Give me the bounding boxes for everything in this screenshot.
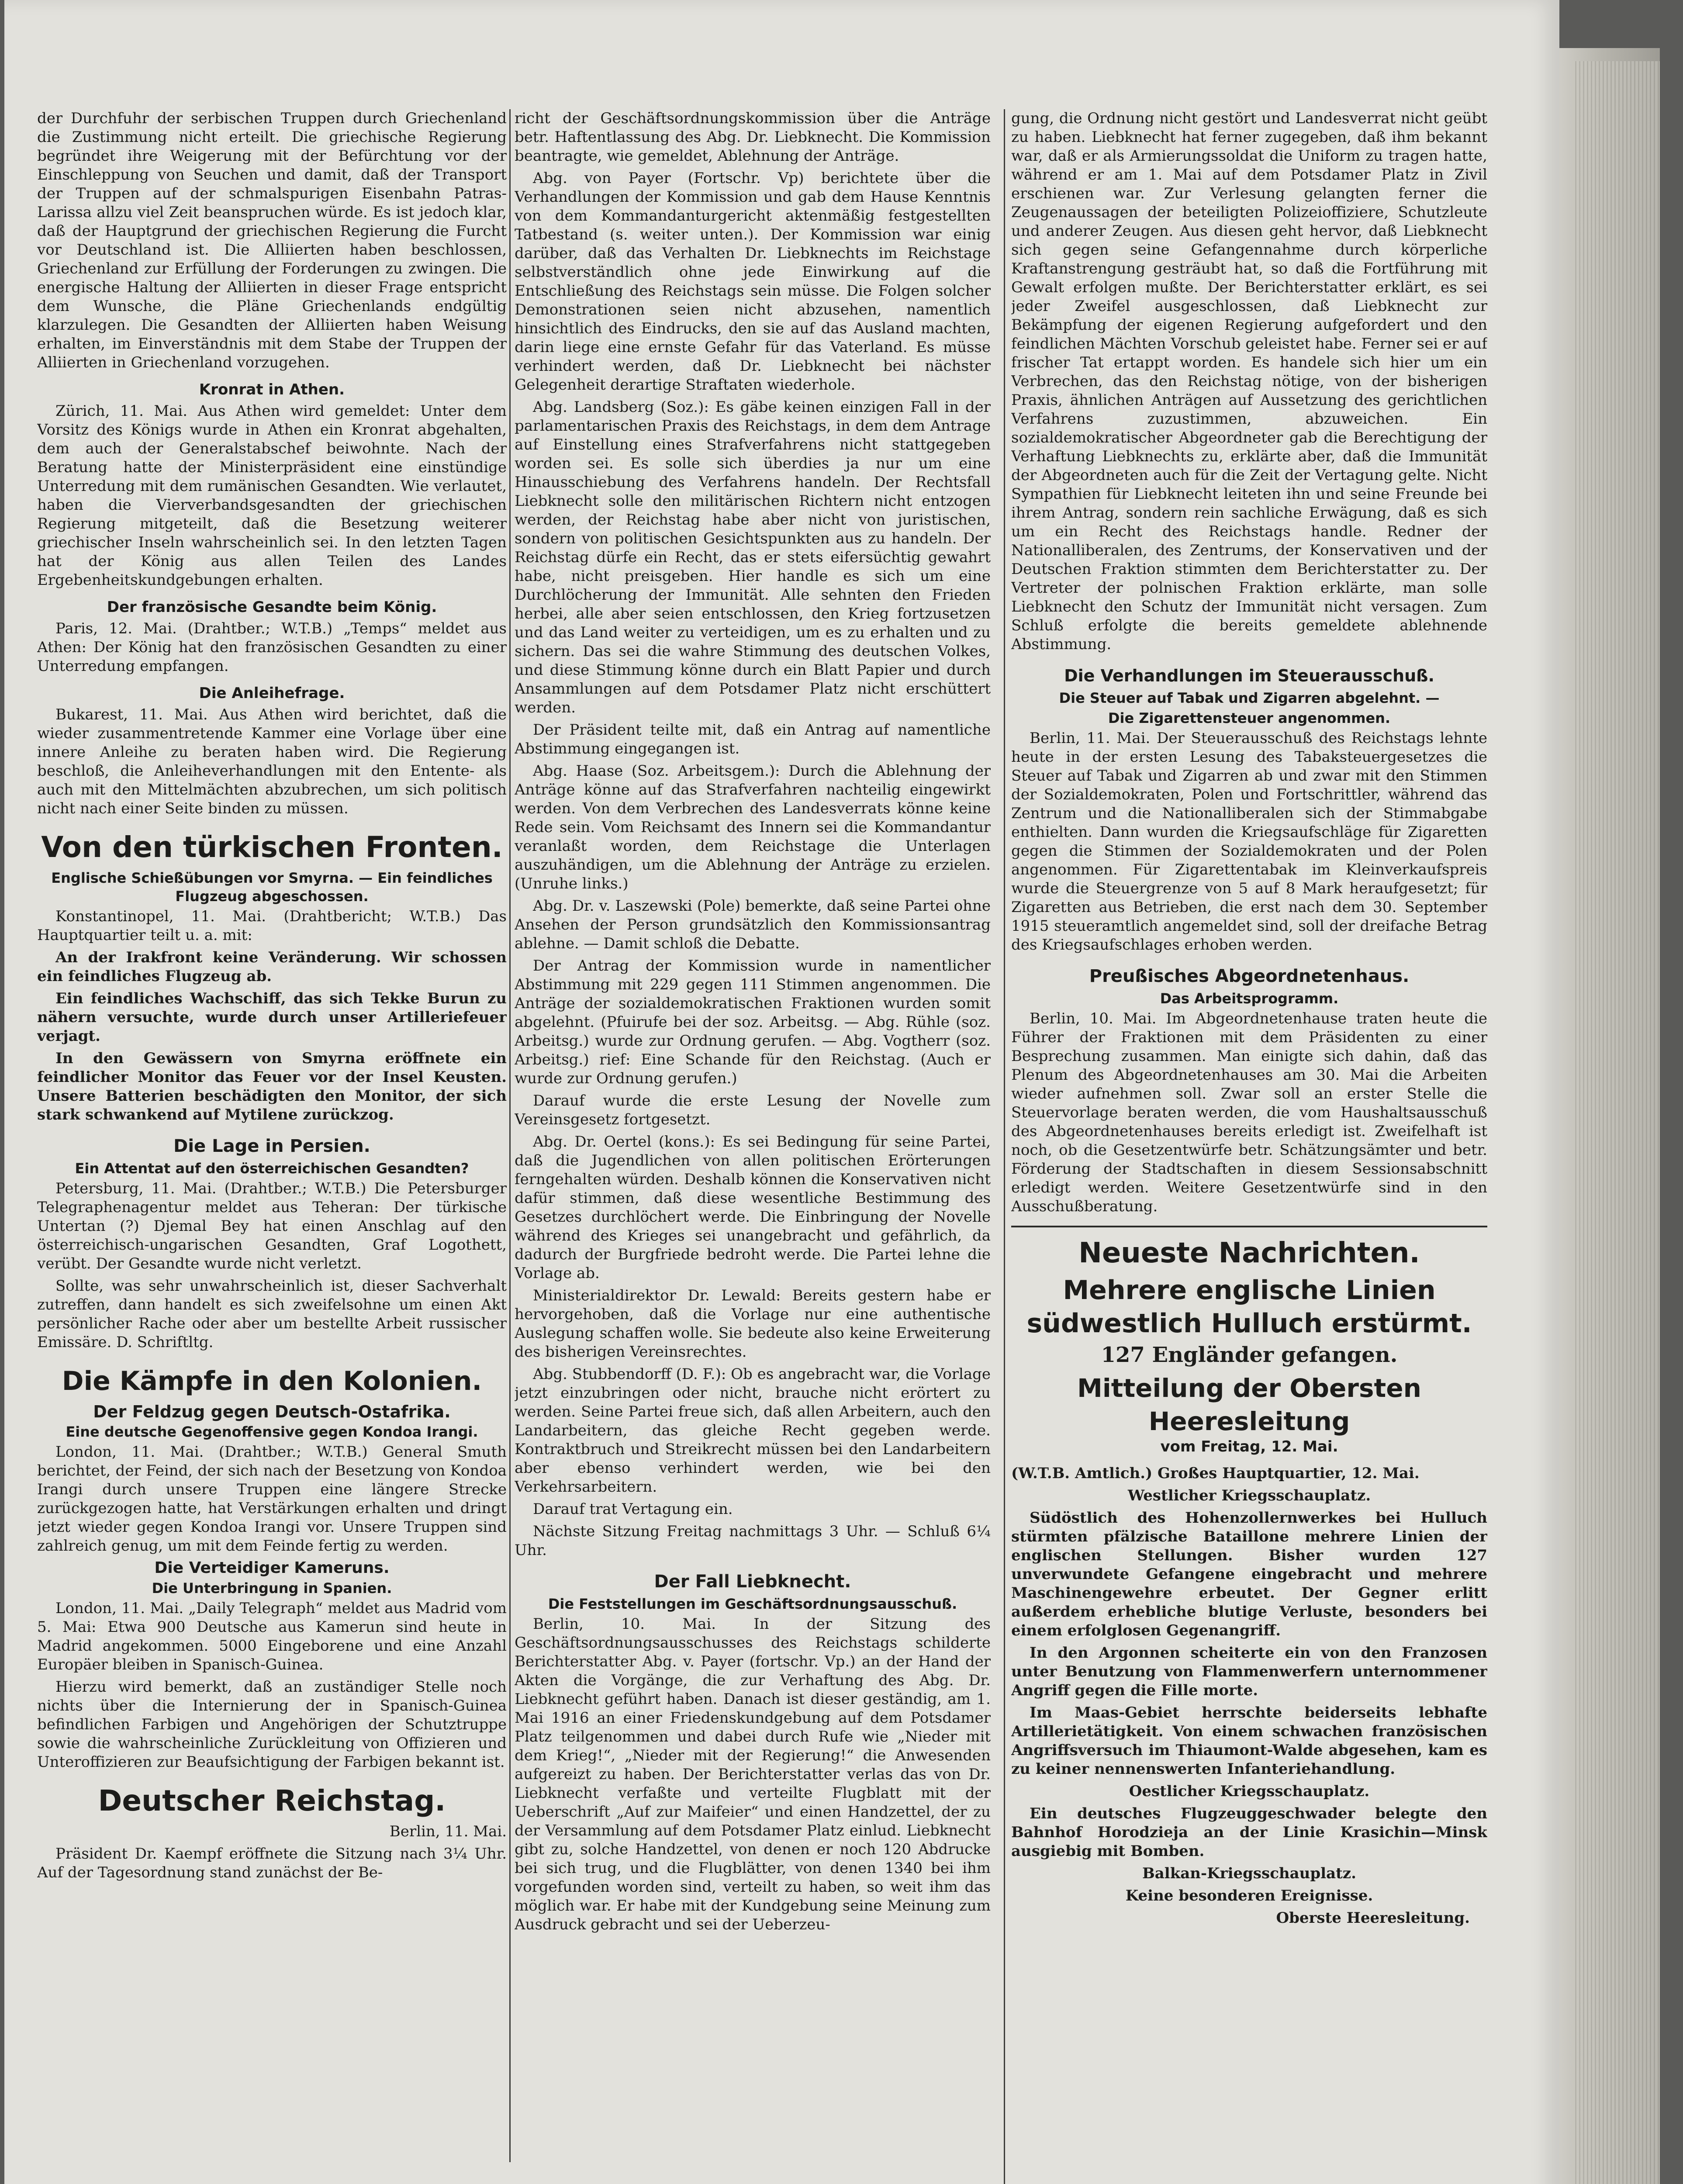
report-paragraph: (W.T.B. Amtlich.) Großes Hauptquartier, 12. Mai. xyxy=(1011,1465,1420,1482)
theater-heading: Westlicher Kriegsschauplatz. xyxy=(1127,1487,1371,1504)
section-title: Neueste Nachrichten. xyxy=(1078,1237,1420,1269)
article-paragraph: Präsident Dr. Kaempf eröffnete die Sitzung nach 3¼ Uhr. Auf der Tagesordnung stand zunächst der Be- xyxy=(37,1845,507,1881)
article-subheading: Der Feldzug gegen Deutsch-Ostafrika. xyxy=(93,1402,451,1421)
article-paragraph: Abg. Landsberg (Soz.): Es gäbe keinen einzigen Fall in der parlamentarischen Praxis des Reichstags, in dem dem Antrage auf Einstellung eines Strafverfahrens nicht stattgegeben worden sei. Es solle sich überdies ja nur um eine Hinausschiebung des Verfahrens handeln. Der Rechtsfall Liebknecht solle den militärischen Richtern nicht entzogen werden, der Reichstag habe aber nicht von juristischen, sondern von politischen Gesichtspunkten aus zu handeln. Der Reichstag dürfe ein Recht, das er stets eifersüchtig gewahrt habe, nicht preisgeben. Hier handle es sich um eine Durchlöcherung der Immunität. Alle sehnten den Frieden herbei, alle aber seien entschlossen, den Krieg fortzusetzen und das Land weiter zu verteidigen, um es zu erhalten und zu sichern. Das sei die wahre Stimmung des deutschen Volkes, und diese Stimmung könne durch ein Blatt Papier und durch Ansammlungen auf dem Potsdamer Platz nicht erschüttert werden. xyxy=(515,398,991,716)
article-subheading: Eine deutsche Gegenoffensive gegen Kondoa Irangi. xyxy=(66,1424,478,1440)
article-headline: Deutscher Reichstag. xyxy=(98,1784,446,1818)
article-subheading: Die Unterbringung in Spanien. xyxy=(152,1580,392,1597)
article-paragraph: Ministerialdirektor Dr. Lewald: Bereits gestern habe er hervorgehoben, daß die Vorlage nur eine authentische Auslegung schaffen wolle. Sie bedeute also keine Erweiterung des bisherigen Vereinsrechtes. xyxy=(515,1287,991,1361)
article-subheading: Englische Schießübungen vor Smyrna. — Ein feindliches Flugzeug abgeschossen. xyxy=(51,870,493,905)
article-paragraph: Abg. Dr. v. Laszewski (Pole) bemerkte, daß seine Partei ohne Ansehen der Person grundsätzlich den Kommissionsantrag ablehne. — Damit schloß die Debatte. xyxy=(515,897,991,952)
article-headline: Der Fall Liebknecht. xyxy=(654,1572,851,1592)
report-paragraph: Ein deutsches Flugzeuggeschwader belegte den Bahnhof Horodzieja an der Linie Krasichin—Minsk ausgiebig mit Bomben. xyxy=(1011,1805,1487,1860)
article-paragraph: Berlin, 10. Mai. In der Sitzung des Geschäftsordnungsausschusses des Reichstags schilderte Berichterstatter Abg. v. Payer (fortschr. Vp.) an der Hand der Akten die Vorgänge, die zur Verhaftung des Abg. Dr. Liebknecht geführt haben. Danach ist dieser geständig, am 1. Mai 1916 an einer Friedenskundgebung auf dem Potsdamer Platz teilgenommen und dabei durch Rufe wie „Nieder mit dem Krieg!“, „Nieder mit der Regierung!“ die Anwesenden aufgereizt zu haben. Der Berichterstatter verlas das von Dr. Liebknecht verfaßte und verteilte Flugblatt mit der Ueberschrift „Auf zur Maifeier“ und einen Handzettel, der zu der Versammlung auf dem Potsdamer Platz einlud. Liebknecht gibt zu, solche Handzettel, von denen er noch 120 Abdrucke bei sich trug, und die Flugblätter, von denen 1340 bei ihm vorgefunden worden sind, verteilt zu haben, so weit ihm das möglich war. Er habe mit der Kundgebung seine Meinung zum Ausdruck gebracht und sei der Ueberzeu- xyxy=(515,1615,991,1933)
news-headline: Mehrere englische Linien südwestlich Hulluch erstürmt. xyxy=(1026,1275,1472,1339)
article-paragraph: Bukarest, 11. Mai. Aus Athen wird berichtet, daß die wieder zusammentretende Kammer eine Vorlage über eine innere Anleihe zu beraten haben wird. Die Regierung beschloß, die Anleiheverhandlungen mit den Entente- als auch mit den Mittelmächten abzubrechen, um sich politisch nicht nach einer Seite binden zu müssen. xyxy=(37,706,507,817)
article-subheading: Die Verteidiger Kameruns. xyxy=(154,1559,390,1577)
article-paragraph: Berlin, 10. Mai. Im Abgeordnetenhause traten heute die Führer der Fraktionen mit dem Präsidenten zu einer Besprechung zusammen. Man einigte sich dahin, daß das Plenum des Abgeordnetenhauses am 30. Mai die Arbeiten wieder aufnehmen soll. Zwar soll an erster Stelle die Steuervorlage beraten werden, die vom Haushaltsausschuß des Abgeordnetenhauses bereits erledigt ist. Zweifelhaft ist noch, ob die Gesetzentwürfe betr. Schätzungsämter und betr. Förderung der Stadtschaften in diesem Sessionsabschnitt erledigt werden. Weitere Gesetzentwürfe sind in den Ausschußberatung. xyxy=(1011,1010,1487,1215)
article-paragraph: Ein feindliches Wachschiff, das sich Tekke Burun zu nähern versuchte, wurde durch unser Artilleriefeuer verjagt. xyxy=(37,990,507,1045)
theater-heading: Balkan-Kriegsschauplatz. xyxy=(1142,1865,1356,1882)
article-paragraph: Abg. Haase (Soz. Arbeitsgem.): Durch die Ablehnung der Anträge könne auf das Strafverfahren nachteilig eingewirkt werden. Von dem Verbrechen des Landesverrats könne keine Rede sein. Vom Reichsamt des Innern sei die Kommandantur veranlaßt worden, dem Reichstage die Unterlagen auszuhändigen, um die Ablehnung der Anträge zu erzielen. (Unruhe links.) xyxy=(515,762,991,892)
article-paragraph: Abg. Dr. Oertel (kons.): Es sei Bedingung für seine Partei, daß die Jugendlichen von allen politischen Erörterungen ferngehalten würden. Deshalb können die Konservativen nicht dafür stimmen, daß diese wesentliche Bestimmung des Gesetzes durchlöchert werde. Die Einbringung der Novelle während des Krieges sei unangebracht und gefährlich, da dadurch der Burgfriede bedroht werde. Die Partei lehne die Vorlage ab. xyxy=(515,1133,991,1282)
article-paragraph: Paris, 12. Mai. (Drahtber.; W.T.B.) „Temps“ meldet aus Athen: Der König hat den französischen Gesandten zu einer Unterredung empfangen. xyxy=(37,620,507,675)
article-paragraph: London, 11. Mai. (Drahtber.; W.T.B.) General Smuth berichtet, der Feind, der sich nach der Besetzung von Kondoa Irangi durch unsere Truppen eine längere Strecke zurückgezogen hatte, hat Verstärkungen erhalten und dringt jetzt wieder gegen Kondoa Irangi vor. Unsere Truppen sind zahlreich genug, um mit dem Feinde fertig zu werden. xyxy=(37,1443,507,1555)
dateline: Berlin, 11. Mai. xyxy=(389,1823,507,1840)
article-paragraph: An der Irakfront keine Veränderung. Wir schossen ein feindliches Flugzeug ab. xyxy=(37,949,507,985)
article-paragraph: Abg. von Payer (Fortschr. Vp) berichtete über die Verhandlungen der Kommission und gab dem Hause Kenntnis von dem Kommandanturgericht aktenmäßig festgestellten Tatbestand (s. weiter unten.). Der Kommission war einig darüber, daß das Verhalten Dr. Liebknechts im Reichstage selbstverständlich ohne jede Einwirkung auf die Entschließung des Reichstags sein müsse. Die Folgen solcher Demonstrationen seien nicht abzusehen, namentlich hinsichtlich des Eindrucks, den sie auf das Ausland machten, darin liege eine ernste Gefahr für das Vaterland. Es müsse verhindert werden, daß Dr. Liebknecht bei nächster Gelegenheit derartige Straftaten wiederhole. xyxy=(515,169,991,394)
article-subheading: Die Zigarettensteuer angenommen. xyxy=(1108,710,1391,726)
news-subheadline: 127 Engländer gefangen. xyxy=(1101,1343,1398,1367)
article-paragraph: Abg. Stubbendorff (D. F.): Ob es angebracht war, die Vorlage jetzt einzubringen oder nicht, brauche nicht erörtert zu werden. Seine Partei freue sich, daß allen Arbeitern, auch den Landarbeitern, das gleiche Recht gegeben werde. Kontraktbruch und Streikrecht müssen bei den Landarbeitern aber ebenso verhindert werden, wie bei den Verkehrsarbeitern. xyxy=(515,1365,991,1496)
article-paragraph: Berlin, 11. Mai. Der Steuerausschuß des Reichstags lehnte heute in der ersten Lesung des Tabaksteuergesetzes die Steuer auf Tabak und Zigarren ab und zwar mit den Stimmen der Sozialdemokraten, Polen und Fortschrittler, während das Zentrum und die Nationalliberalen sich der Stimmabgabe enthielten. Dann wurden die Kriegsaufschläge für Zigaretten gegen die Stimmen der Sozialdemokraten und der Polen angenommen. Für Zigarettentabak im Kleinverkaufspreis wurde die Steuergrenze von 5 auf 8 Mark heraufgesetzt; für Zigaretten aus Betrieben, die erst nach dem 30. September 1915 steueramtlich angemeldet sind, soll der dreifache Betrag des Kriegsaufschlages erhoben werden. xyxy=(1011,729,1487,954)
article-paragraph: gung, die Ordnung nicht gestört und Landesverrat nicht geübt zu haben. Liebknecht hat ferner zugegeben, daß ihm bekannt war, daß er als Armierungssoldat die Uniform zu tragen hatte, während er am 1. Mai auf dem Potsdamer Platz in Zivil erschienen war. Zur Verlesung gelangten ferner die Zeugenaussagen der beteiligten Polizeioffiziere, Schutzleute und anderer Zeugen. Aus diesen geht hervor, daß Liebknecht sich gegen seine Gefangennahme durch körperliche Kraftanstrengung gesträubt hat, so daß die Fortführung mit Gewalt erfolgen mußte. Der Berichterstatter erklärt, es sei jeder Zweifel ausgeschlossen, daß Liebknecht zur Bekämpfung der eigenen Regierung aufgefordert und den feindlichen Mächten Vorschub geleistet habe. Ferner sei er auf frischer Tat ertappt worden. Es handele sich hier um ein Verbrechen, das den Reichstag nötige, von der bisherigen Praxis, ähnlichen Anträgen auf Aussetzung des gerichtlichen Verfahrens zuzustimmen, abzuweichen. Ein sozialdemokratischer Abgeordneter gab die Berechtigung der Verhaftung Liebknechts zu, erklärte aber, daß die Immunität der Abgeordneten auch für die Zeit der Vertagung gelte. Nicht Sympathien für Liebknecht leiteten ihn und seine Freunde bei ihrem Antrag, sondern rein sachliche Erwägung, daß es sich um ein Recht des Reichstags handle. Redner der Nationalliberalen, des Zentrums, der Konservativen und der Deutschen Fraktion stimmten dem Berichterstatter zu. Der Vertreter der polnischen Fraktion erklärte, man solle Liebknecht den Schutz der Immunität nicht versagen. Zum Schluß erfolgte die bereits gemeldete ablehnende Abstimmung. xyxy=(1011,110,1487,653)
article-paragraph: London, 11. Mai. „Daily Telegraph“ meldet aus Madrid vom 5. Mai: Etwa 900 Deutsche aus Kamerun sind heute in Madrid angekommen. 5000 Eingeborene und eine Anzahl Europäer bleiben in Spanisch-Guinea. xyxy=(37,1600,507,1673)
article-paragraph: Darauf trat Vertagung ein. xyxy=(533,1500,733,1518)
theater-heading: Oestlicher Kriegsschauplatz. xyxy=(1129,1783,1370,1800)
article-paragraph: Der Präsident teilte mit, daß ein Antrag auf namentliche Abstimmung eingegangen ist. xyxy=(515,721,991,757)
article-headline: Preußisches Abgeordnetenhaus. xyxy=(1089,966,1410,986)
report-signature: Oberste Heeresleitung. xyxy=(1276,1909,1470,1927)
article-paragraph: In den Gewässern von Smyrna eröffnete ein feindlicher Monitor das Feuer vor der Insel Keusten. Unsere Batterien beschädigten den Monitor, der sich stark schwankend auf Mytilene zurückzog. xyxy=(37,1050,507,1123)
article-subheading: Das Arbeitsprogramm. xyxy=(1160,990,1339,1007)
column-2 xyxy=(515,109,991,2184)
article-paragraph: Hierzu wird bemerkt, daß an zuständiger Stelle noch nichts über die Internierung der in Spanisch-Guinea befindlichen Farbigen und Angehörigen der Schutztruppe sowie die wahrscheinliche Zurückleitung von Offizieren und Unteroffizieren zur Beaufsichtigung der Farbigen bekannt ist. xyxy=(37,1678,507,1771)
article-paragraph: Darauf wurde die erste Lesung der Novelle zum Vereinsgesetz fortgesetzt. xyxy=(515,1092,991,1128)
article-subheading: Die Steuer auf Tabak und Zigarren abgelehnt. — xyxy=(1059,690,1440,706)
section-heading: Die Anleihefrage. xyxy=(199,684,345,702)
article-headline: Die Verhandlungen im Steuerausschuß. xyxy=(1064,666,1434,685)
report-paragraph: Keine besonderen Ereignisse. xyxy=(1125,1887,1373,1904)
section-heading: Kronrat in Athen. xyxy=(199,381,345,398)
article-paragraph: Konstantinopel, 11. Mai. (Drahtbericht; W.T.B.) Das Hauptquartier teilt u. a. mit: xyxy=(37,908,507,944)
article-headline: Die Lage in Persien. xyxy=(173,1136,370,1156)
column-3 xyxy=(1011,109,1487,2184)
report-paragraph: Südöstlich des Hohenzollernwerkes bei Hulluch stürmten pfälzische Bataillone mehrere Linien der englischen Stellungen. Bisher wurden 127 unverwundete Gefangene eingebracht und mehrere Maschinengewehre erbeutet. Der Gegner erlitt außerdem erhebliche blutige Verluste, besonders bei einem erfolglosen Gegenangriff. xyxy=(1011,1509,1487,1639)
column-rule xyxy=(1004,109,1005,2184)
article-subheading: Ein Attentat auf den österreichischen Gesandten? xyxy=(75,1160,469,1177)
article-paragraph: Petersburg, 11. Mai. (Drahtber.; W.T.B.) Die Petersburger Telegraphenagentur meldet aus Teheran: Der türkische Untertan (?) Djemal Bey hat einen Anschlag auf den österreichisch-ungarischen Gesandten, Graf Logothett, verübt. Der Gesandte wurde nicht verletzt. xyxy=(37,1180,507,1272)
article-paragraph: richt der Geschäftsordnungskommission über die Anträge betr. Haftentlassung des Abg. Dr. Liebknecht. Die Kommission beantragte, wie gemeldet, Ablehnung der Anträge. xyxy=(515,110,991,165)
article-paragraph: der Durchfuhr der serbischen Truppen durch Griechenland die Zustimmung nicht erteilt. Die griechische Regierung begründet ihre Weigerung mit der Befürchtung vor der Einschleppung von Seuchen und damit, daß der Transport der Truppen auf der schmalspurigen Eisenbahn Patras-Larissa allzu viel Zeit beanspruchen würde. Es ist jedoch klar, daß der Hauptgrund der griechischen Regierung die Furcht vor Deutschland ist. Die Alliierten haben beschlossen, Griechenland zur Erfüllung der Forderungen zu zwingen. Die energische Haltung der Alliierten in dieser Frage entspricht dem Wunsche, die Pläne Griechenlands endgültig klarzulegen. Die Gesandten der Alliierten haben Weisung erhalten, im Einverständnis mit dem Stabe der Truppen der Alliierten in Griechenland vorzugehen. xyxy=(37,110,507,371)
article-paragraph: Sollte, was sehr unwahrscheinlich ist, dieser Sachverhalt zutreffen, dann handelt es sich zweifelsohne um einen Akt persönlicher Rache oder aber um bestellte Arbeit russischer Emissäre. D. Schriftltg. xyxy=(37,1277,507,1351)
article-paragraph: Zürich, 11. Mai. Aus Athen wird gemeldet: Unter dem Vorsitz des Königs wurde in Athen ein Kronrat abgehalten, dem auch der Generalstabschef beiwohnte. Nach der Beratung hatte der Ministerpräsident eine einstündige Unterredung mit dem rumänischen Gesandten. Wie verlautet, haben die Vierverbandsgesandten der griechischen Regierung mitgeteilt, daß die Besetzung weiterer griechischer Inseln wahrscheinlich sei. In den letzten Tagen hat der König aus allen Teilen des Landes Ergebenheitskundgebungen erhalten. xyxy=(37,402,507,589)
section-heading: Der französische Gesandte beim König. xyxy=(107,598,437,616)
section-divider xyxy=(1011,1226,1487,1227)
article-paragraph: Der Antrag der Kommission wurde in namentlicher Abstimmung mit 229 gegen 111 Stimmen angenommen. Die Anträge der sozialdemokratischen Fraktionen wurden somit abgelehnt. (Pfuirufe bei der soz. Arbeitsg. — Abg. Rühle (soz. Arbeitsg.) wurde zur Ordnung gerufen. — Abg. Vogtherr (soz. Arbeitsg.) rief: Eine Schande für den Reichstag. (Auch er wurde zur Ordnung gerufen.) xyxy=(515,957,991,1087)
article-headline: Die Kämpfe in den Kolonien. xyxy=(62,1366,482,1396)
article-paragraph: Nächste Sitzung Freitag nachmittags 3 Uhr. — Schluß 6¼ Uhr. xyxy=(515,1523,991,1559)
article-subheading: Die Feststellungen im Geschäftsordnungsausschuß. xyxy=(548,1596,957,1612)
article-headline: Von den türkischen Fronten. xyxy=(41,830,503,864)
report-title: Mitteilung der Obersten Heeresleitung xyxy=(1077,1373,1421,1436)
page-stack xyxy=(1572,61,1660,2184)
report-date: vom Freitag, 12. Mai. xyxy=(1160,1438,1338,1455)
column-1 xyxy=(37,109,507,2162)
report-paragraph: In den Argonnen scheiterte ein von den Franzosen unter Benutzung von Flammenwerfern unternommener Angriff gegen die Fille morte. xyxy=(1011,1644,1487,1699)
report-paragraph: Im Maas-Gebiet herrschte beiderseits lebhafte Artillerietätigkeit. Von einem schwachen französischen Angriffsversuch im Thiaumont-Walde abgesehen, kam es zu keiner nennenswerten Infanteriehandlung. xyxy=(1011,1704,1487,1778)
column-rule xyxy=(509,109,511,2162)
